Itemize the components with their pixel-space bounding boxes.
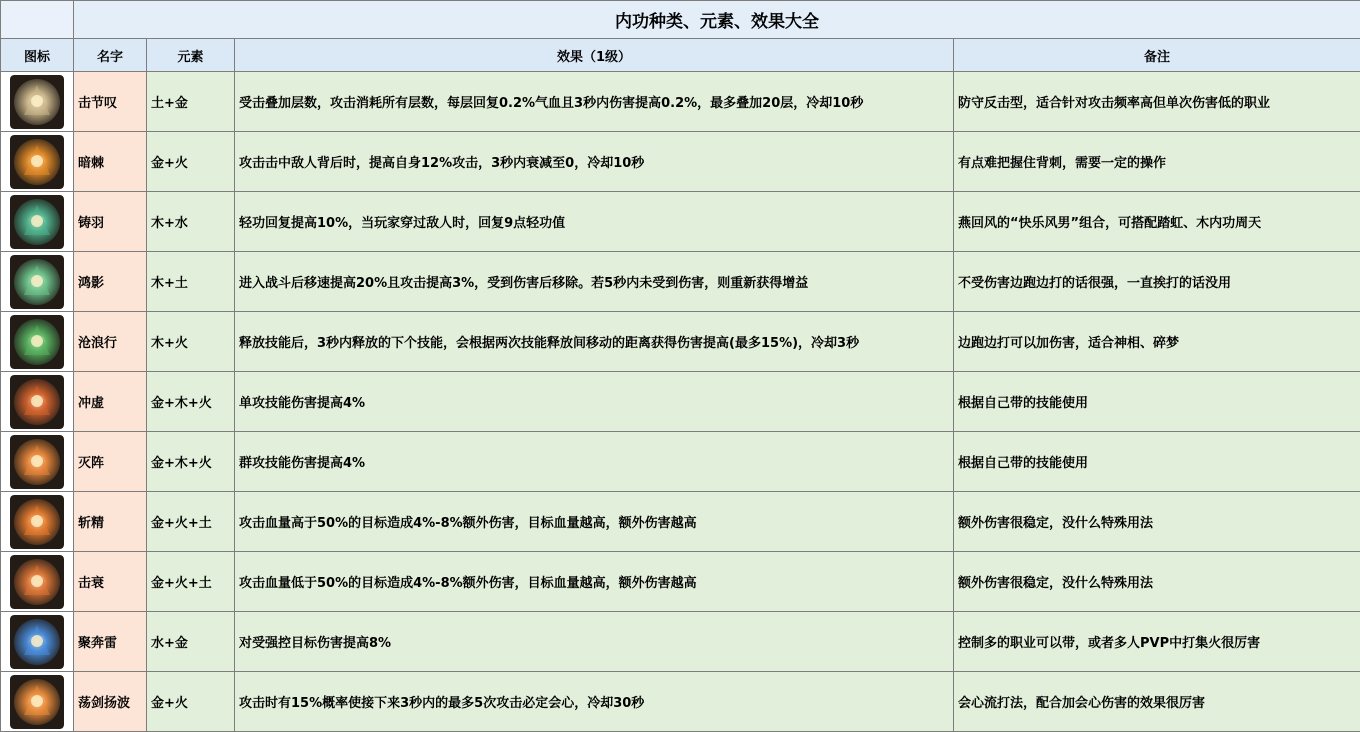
icon-cell [1,132,74,192]
shell-icon [10,75,64,129]
effect-cell: 单攻技能伤害提高4% [235,372,954,432]
table-row [1,552,1360,612]
table-row [1,72,1360,132]
element-cell: 金+木+火 [147,432,235,492]
lightning-orb-icon [10,615,64,669]
name-cell: 鸿影 [74,252,147,312]
icon-cell [1,252,74,312]
jade-wave-icon [10,195,64,249]
header-icon: 图标 [1,39,74,72]
fire-blade-icon [10,495,64,549]
name-cell: 冲虚 [74,372,147,432]
note-cell: 不受伤害边跑边打的话很强，一直挨打的话没用 [954,252,1360,312]
icon-cell [1,372,74,432]
header-name: 名字 [74,39,147,72]
note-cell: 燕回风的“快乐风男”组合，可搭配踏虹、木内功周天 [954,192,1360,252]
icon-cell [1,492,74,552]
table-row [1,192,1360,252]
header-effect: 效果（1级） [235,39,954,72]
name-cell: 荡剑扬波 [74,672,147,732]
name-cell: 沧浪行 [74,312,147,372]
table-row [1,672,1360,732]
icon-cell [1,612,74,672]
effect-cell: 攻击击中敌人背后时，提高自身12%攻击，3秒内衰减至0，冷却10秒 [235,132,954,192]
effect-cell: 受击叠加层数，攻击消耗所有层数，每层回复0.2%气血且3秒内伤害提高0.2%，最多叠加20层，冷却10秒 [235,72,954,132]
element-cell: 土+金 [147,72,235,132]
element-cell: 木+水 [147,192,235,252]
note-cell: 边跑边打可以加伤害，适合神相、碎梦 [954,312,1360,372]
effect-cell: 轻功回复提高10%，当玩家穿过敌人时，回复9点轻功值 [235,192,954,252]
table-row [1,252,1360,312]
icon-cell [1,312,74,372]
effect-cell: 攻击血量高于50%的目标造成4%-8%额外伤害，目标血量越高，额外伤害越高 [235,492,954,552]
table-row [1,312,1360,372]
effect-cell: 群攻技能伤害提高4% [235,432,954,492]
name-cell: 聚奔雷 [74,612,147,672]
element-cell: 金+火 [147,672,235,732]
element-cell: 木+土 [147,252,235,312]
icon-cell [1,672,74,732]
note-cell: 控制多的职业可以带，或者多人PVP中打集火很厉害 [954,612,1360,672]
title-row [1,1,1360,39]
header-row [1,39,1360,72]
effect-cell: 释放技能后，3秒内释放的下个技能，会根据两次技能释放间移动的距离获得伤害提高(最多15%)，冷却3秒 [235,312,954,372]
note-cell: 防守反击型，适合针对攻击频率高但单次伤害低的职业 [954,72,1360,132]
table-row [1,372,1360,432]
crossed-swords-icon [10,435,64,489]
fire-blade-icon [10,555,64,609]
table-row [1,432,1360,492]
element-cell: 木+火 [147,312,235,372]
note-cell: 会心流打法，配合加会心伤害的效果很厉害 [954,672,1360,732]
note-cell: 根据自己带的技能使用 [954,432,1360,492]
element-cell: 金+木+火 [147,372,235,432]
wing-icon [10,255,64,309]
effect-cell: 进入战斗后移速提高20%且攻击提高3%，受到伤害后移除。若5秒内未受到伤害，则重新获得增益 [235,252,954,312]
header-element: 元素 [147,39,235,72]
effect-cell: 攻击血量低于50%的目标造成4%-8%额外伤害，目标血量越高，额外伤害越高 [235,552,954,612]
element-cell: 金+火+土 [147,492,235,552]
flame-glyph-icon [10,135,64,189]
element-cell: 水+金 [147,612,235,672]
table-row [1,132,1360,192]
effect-cell: 对受强控目标伤害提高8% [235,612,954,672]
element-cell: 金+火 [147,132,235,192]
leaf-blade-icon [10,315,64,369]
sword-flame-icon [10,675,64,729]
table-row [1,492,1360,552]
icon-cell [1,432,74,492]
name-cell: 击节叹 [74,72,147,132]
note-cell: 根据自己带的技能使用 [954,372,1360,432]
title-corner-cell [1,1,74,39]
table-row [1,612,1360,672]
effect-cell: 攻击时有15%概率使接下来3秒内的最多5次攻击必定会心，冷却30秒 [235,672,954,732]
name-cell: 斩精 [74,492,147,552]
name-cell: 击衰 [74,552,147,612]
note-cell: 有点难把握住背刺，需要一定的操作 [954,132,1360,192]
target-orb-icon [10,375,64,429]
note-cell: 额外伤害很稳定，没什么特殊用法 [954,552,1360,612]
table-title: 内功种类、元素、效果大全 [74,1,1360,39]
icon-cell [1,72,74,132]
element-cell: 金+火+土 [147,552,235,612]
name-cell: 暗棘 [74,132,147,192]
note-cell: 额外伤害很稳定，没什么特殊用法 [954,492,1360,552]
icon-cell [1,552,74,612]
name-cell: 铸羽 [74,192,147,252]
header-note: 备注 [954,39,1360,72]
name-cell: 灭阵 [74,432,147,492]
icon-cell [1,192,74,252]
